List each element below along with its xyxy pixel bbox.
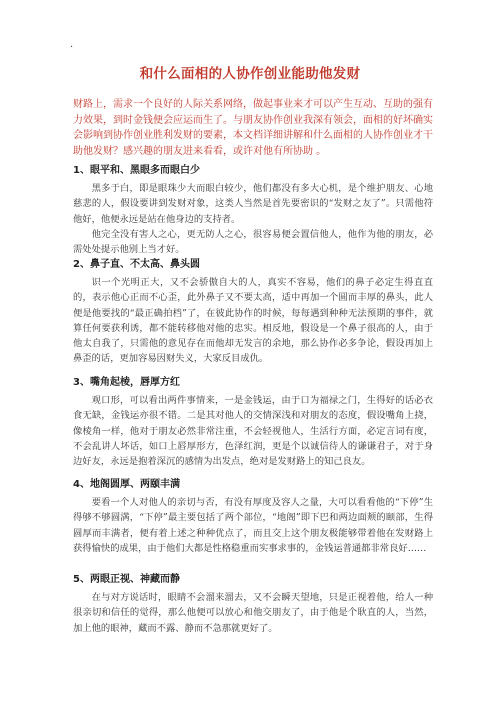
- section-heading: 4、地阁圆厚、两颐丰满: [73, 479, 180, 490]
- section-4: [73, 478, 433, 556]
- section-heading: 3、嘴角起棱，唇厚方红: [73, 377, 180, 388]
- section-5: [73, 573, 433, 636]
- intro-paragraph: 财路上，需求一个良好的人际关系网络，做起事业来才可以产生互动、互助的强有力效果，到时金钱便会应运而生了。与朋友协作创业我深有领会，面相的好坏确实会影响到协作创业胜利发财的要素，本文档详细讲解和什么面相的人协作创业才干助他发财？感兴趣的朋友进来看看，或许对他有所协助 。: [73, 99, 433, 157]
- section-heading: 5、两眼正视、神藏而静: [73, 574, 180, 585]
- section-1: [73, 164, 433, 257]
- page-title: 和什么面相的人协作创业能助他发财: [139, 66, 361, 82]
- section-heading: 2、鼻子直、不太高、鼻头圆: [73, 259, 200, 270]
- section-paragraph: 黑多于白，即是眼珠少大而眼白较少，他们都没有多大心机，是个维护朋友、心地慈悲的人，假设要讲到发财对象，这类人当然是首先要密识的“发财之友了”。只需他符他好，他便永远是站在他身边的支持者。: [73, 183, 433, 225]
- section-2: [73, 258, 433, 367]
- section-paragraph: 要看一个人对他人的亲切与否，有没有厚度及容人之量，大可以看看他的“下停”生得够不够圆满，“下停”最主要包括了两个部位，“地阁”即下巴和两边面颊的颐部，生得圆厚而丰满者，便有着上述之种种优点了，而且交上这个朋友极能够带着他在发财路上获得愉快的成果，由于他们大都是性格稳重而实事求事的，金钱运普通都非常良好……: [73, 497, 433, 554]
- section-paragraph: 观口形，可以看出两件事情来，一是金钱运，由于口为福禄之门，生得好的话必衣食无缺，金钱运亦很不错。二是其对他人的交情深浅和对朋友的态度，假设嘴角上挠，像棱角一样，他对于朋友必然非常注重，不会轻视他人，生活行方面，必定言词有度，不会乱讲人坏话，如口上唇厚形方，色泽红润，更是个以诚信待人的谦谦君子，对于身边好友，永远是抱着深沉的感情为出发点，绝对是发财路上的知己良友。: [73, 395, 433, 468]
- section-heading: 1、眼平和、黑眼多而眼白少: [73, 165, 200, 176]
- section-paragraph: 他完全没有害人之心，更无防人之心，很容易便会置信他人，他作为他的朋友，必需处处提示他别上当才好。: [73, 228, 433, 256]
- stray-dot: .: [70, 39, 74, 50]
- section-3: [73, 376, 433, 469]
- section-paragraph: 识一个光明正大，又不会骄傲自大的人，真实不容易，他们的鼻子必定生得直直的，表示他心正而不心歪，此外鼻子又不要太高，适中再加一个圆而丰厚的鼻头，此人便是他要找的“最正确拍档”了，在彼此协作的时候，每每遇到种种无法预期的事件，就算任何要获利诱，都不能转移他对他的忠实。相反地，假设是一个鼻子很高的人，由于他太自我了，只需他的意见存在而他却无发言的余地，那么协作必多争论，假设再加上鼻歪的话，更加容易因财失义，大家反目成仇。: [73, 277, 433, 365]
- section-paragraph: 在与对方说话时，眼睛不会溜来溜去，又不会瞬天望地，只是正视着他，给人一种很亲切和信任的觉得，那么他便可以放心和他交朋友了，由于他是个耿直的人，当然，加上他的眼神，藏而不露、静而不急那就更好了。: [73, 592, 433, 634]
